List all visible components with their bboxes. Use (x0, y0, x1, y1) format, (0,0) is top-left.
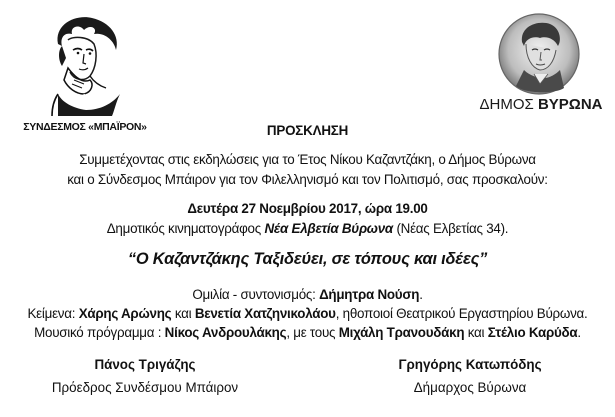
signature-right-name: Γρηγόρης Κατωπόδης (398, 357, 542, 372)
program-speaker (0, 287, 615, 302)
texts-label: Κείμενα: (27, 306, 79, 321)
musician-1: Νίκος Ανδρουλάκης (164, 325, 287, 340)
speaker-label: Ομιλία - συντονισμός: (192, 287, 320, 302)
event-venue (0, 221, 615, 236)
program-music (0, 325, 615, 340)
venue-prefix: Δημοτικός κινηματογράφος (106, 221, 265, 236)
left-logo (28, 10, 138, 118)
music-with: , με τους (286, 325, 339, 340)
speaker-name: Δήμητρα Νούση (319, 287, 420, 302)
signature-left (30, 357, 260, 395)
music-and: και (464, 325, 488, 340)
venue-address: (Νέας Ελβετίας 34). (392, 221, 509, 236)
signature-right (355, 357, 585, 395)
musician-2: Μιχάλη Τρανουδάκη (338, 325, 465, 340)
event-datetime-text: Δευτέρα 27 Νοεμβρίου 2017, ώρα 19.00 (187, 201, 428, 216)
reader-1: Χάρης Αρώνης (78, 306, 172, 321)
byron-portrait-sketch-icon (28, 10, 138, 118)
right-logo (494, 12, 584, 96)
event-datetime (0, 201, 615, 216)
left-logo-caption: ΣΥΝΔΕΣΜΟΣ «ΜΠΑΪΡΟΝ» (23, 121, 147, 133)
page-title: ΠΡΟΣΚΛΗΣΗ (266, 123, 349, 138)
intro-line-2: και ο Σύνδεσμος Μπάιρον για τον Φιλελληνισμό και τον Πολιτισμό, σας προσκαλούν: (67, 172, 548, 187)
right-logo-caption-bold: ΒΥΡΩΝΑ (537, 96, 603, 113)
texts-and: και (171, 306, 195, 321)
program-texts (0, 306, 615, 321)
venue-name: Νέα Ελβετία Βύρωνα (264, 221, 393, 236)
texts-role: , ηθοποιοί Θεατρικού Εργαστηρίου Βύρωνα. (335, 306, 588, 321)
music-end: . (577, 325, 581, 340)
music-label: Μουσικό πρόγραμμα : (34, 325, 165, 340)
signature-right-role: Δήμαρχος Βύρωνα (413, 380, 527, 395)
musician-3: Στέλιο Καρύδα (487, 325, 578, 340)
signature-left-name: Πάνος Τριγάζης (94, 357, 196, 372)
signature-left-role: Πρόεδρος Συνδέσμου Μπάιρον (51, 380, 239, 395)
intro-line-1: Συμμετέχοντας στις εκδηλώσεις για το Έτος Νίκου Καζαντζάκη, ο Δήμος Βύρωνα (79, 152, 536, 167)
right-logo-caption (476, 96, 606, 113)
event-title: “Ο Καζαντζάκης Ταξιδεύει, σε τόπους και ιδέες” (127, 250, 488, 268)
speaker-end: . (419, 287, 423, 302)
reader-2: Βενετία Χατζηνικολάου (194, 306, 336, 321)
right-logo-caption-plain: ΔΗΜΟΣ (479, 96, 534, 113)
byron-portrait-seal-icon (494, 12, 584, 96)
